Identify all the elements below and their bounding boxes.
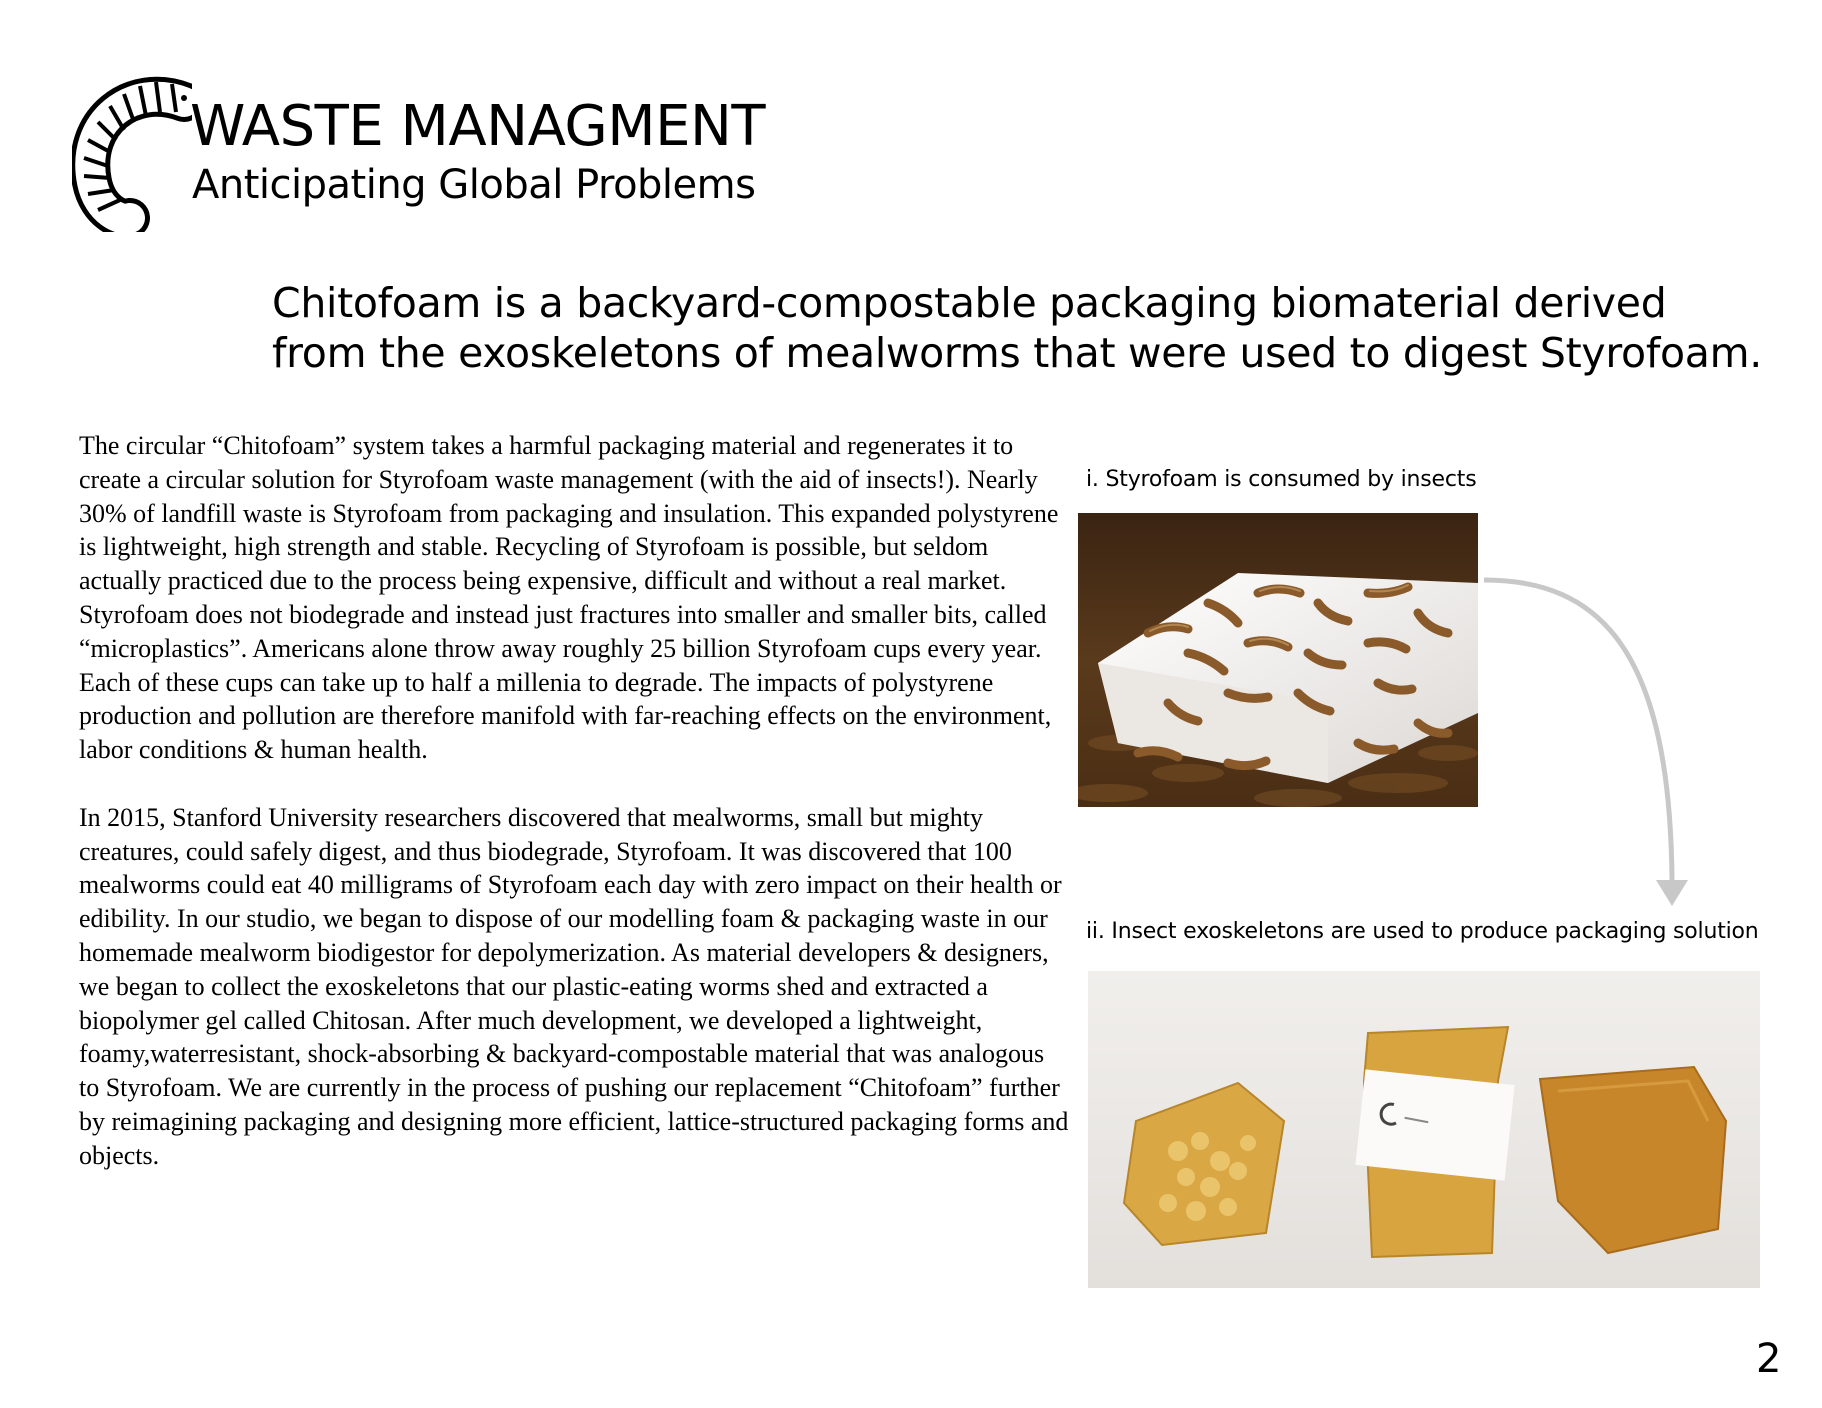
chitofoam-packaging-photo <box>1088 971 1760 1288</box>
page-title: WASTE MANAGMENT <box>190 94 766 159</box>
curved-arrow-icon <box>1480 560 1700 920</box>
headline <box>272 278 1762 378</box>
body-text <box>79 429 1069 1206</box>
headline-line-2: from the exoskeletons of mealworms that were used to digest Styrofoam. <box>272 329 1762 377</box>
page-number: 2 <box>1756 1336 1782 1382</box>
mealworm-logo-icon <box>72 72 192 232</box>
figure-caption-1: i. Styrofoam is consumed by insects <box>1086 467 1477 492</box>
body-paragraph-2: In 2015, Stanford University researchers discovered that mealworms, small but mighty creatures, could safely digest, and thus biodegrade, Styrofoam. It was discovered that 100 mealworms could eat 40 milligrams of Styrofoam each day with zero impact on their health or edibility. In our studio, we began to dispose of our modelling foam & packaging waste in our homemade mealworm biodigestor for depolymerization. As material developers & designers, we began to collect the exoskeletons that our plastic-eating worms shed and extracted a biopolymer gel called Chitosan. After much development, we developed a lightweight, foamy,waterresistant, shock-absorbing & backyard-compostable material that was analogous to Styrofoam. We are currently in the process of pushing our replacement “Chitofoam” further by reimagining packaging and designing more efficient, lattice-structured packaging forms and objects. <box>79 802 1069 1170</box>
mealworms-on-styrofoam-photo <box>1078 513 1478 807</box>
page-subtitle: Anticipating Global Problems <box>192 162 756 208</box>
headline-line-1: Chitofoam is a backyard-compostable packaging biomaterial derived <box>272 279 1667 327</box>
body-paragraph-1: The circular “Chitofoam” system takes a harmful packaging material and regenerates it to create a circular solution for Styrofoam waste management (with the aid of insects!). Nearly 30% of landfill waste is Styrofoam from packaging and insulation. This expanded polystyrene is lightweight, high strength and stable. Recycling of Styrofoam is possible, but seldom actually practiced due to the process being expensive, difficult and without a real market. Styrofoam does not biodegrade and instead just fractures into smaller and smaller bits, called “microplastics”. Americans alone throw away roughly 25 billion Styrofoam cups every year. Each of these cups can take up to half a millenia to degrade. The impacts of polystyrene production and pollution are therefore manifold with far-reaching effects on the environment, labor conditions & human health. <box>79 431 1059 765</box>
figure-caption-2: ii. Insect exoskeletons are used to produce packaging solution <box>1086 919 1759 944</box>
